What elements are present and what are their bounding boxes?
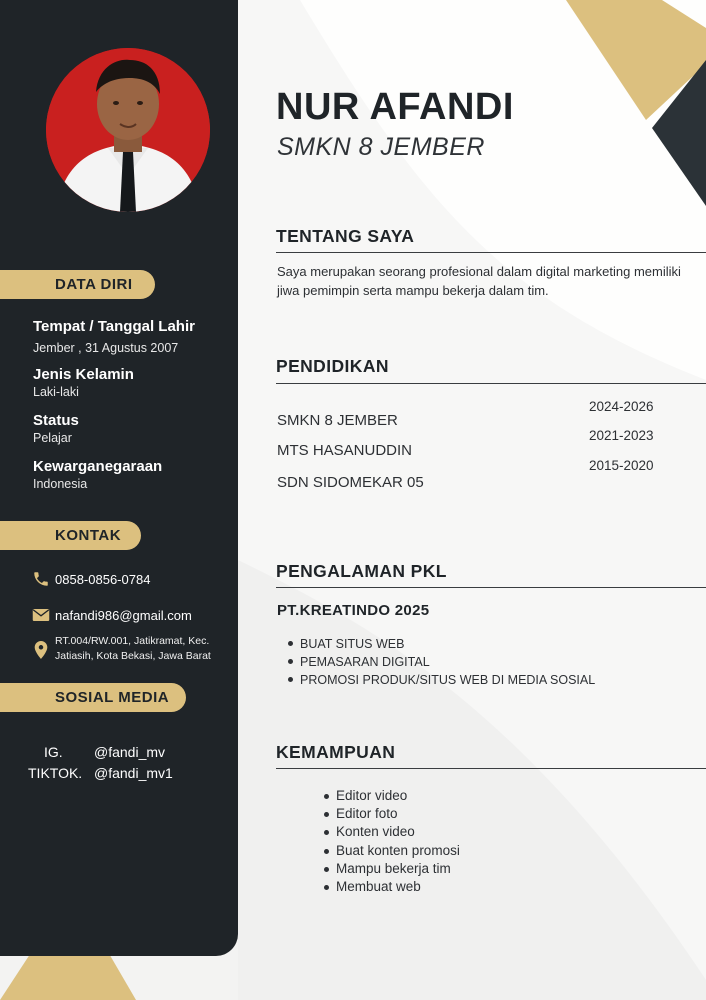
info-value: Laki-laki — [33, 385, 79, 399]
phone-icon — [31, 569, 51, 589]
list-item: Konten video — [324, 823, 460, 841]
contact-phone — [31, 569, 150, 589]
list-item: Editor foto — [324, 805, 460, 823]
social-platform-ig: IG. — [44, 744, 63, 760]
portrait-illustration — [46, 48, 210, 212]
info-value: Pelajar — [33, 431, 72, 445]
school-subtitle: SMKN 8 JEMBER — [277, 133, 485, 161]
education-school: SDN SIDOMEKAR 05 — [277, 474, 424, 491]
email-text: nafandi986@gmail.com — [55, 607, 192, 623]
phone-text: 0858-0856-0784 — [55, 571, 151, 587]
list-item: Buat konten promosi — [324, 842, 460, 860]
info-label: Kewarganegaraan — [33, 458, 163, 475]
list-item: Editor video — [324, 787, 460, 805]
contact-address — [31, 634, 211, 664]
education-school: SMKN 8 JEMBER — [277, 412, 398, 429]
info-birth — [33, 318, 195, 356]
social-title: SOSIAL MEDIA — [55, 689, 170, 706]
location-pin-icon — [31, 640, 51, 660]
experience-title: PENGALAMAN PKL — [276, 561, 447, 581]
list-item: PEMASARAN DIGITAL — [288, 653, 595, 671]
social-platform-tiktok: TIKTOK. — [28, 765, 83, 781]
skills-list — [324, 787, 460, 896]
social-handle-ig: @fandi_mv — [94, 744, 166, 760]
list-item: BUAT SITUS WEB — [288, 635, 595, 653]
contact-email — [31, 605, 192, 625]
sidebar — [0, 0, 238, 956]
social-handle-tiktok: @fandi_mv1 — [94, 765, 173, 781]
list-item: Mampu bekerja tim — [324, 860, 460, 878]
info-label: Status — [33, 412, 79, 429]
about-text: Saya merupakan seorang profesional dalam digital marketing memiliki jiwa pemimpin serta mampu bekerja dalam tim. — [277, 264, 681, 298]
section-divider — [276, 768, 706, 769]
kontak-title: KONTAK — [55, 527, 122, 544]
experience-task-list — [288, 635, 595, 689]
info-nationality — [33, 458, 162, 492]
section-divider — [276, 587, 706, 588]
education-years: 2024-2026 — [589, 399, 654, 414]
info-gender — [33, 366, 134, 400]
data-diri-title: DATA DIRI — [55, 276, 133, 293]
skills-title: KEMAMPUAN — [276, 742, 396, 762]
address-line-2: Jatiasih, Kota Bekasi, Jawa Barat — [55, 650, 211, 662]
section-pill-kontak — [0, 521, 141, 550]
list-item: PROMOSI PRODUK/SITUS WEB DI MEDIA SOSIAL — [288, 671, 595, 689]
address-line-1: RT.004/RW.001, Jatikramat, Kec. — [55, 635, 210, 647]
section-pill-sosial-media — [0, 683, 186, 712]
mail-icon — [31, 605, 51, 625]
section-divider — [276, 383, 706, 384]
section-pill-data-diri — [0, 270, 155, 299]
info-label: Tempat / Tanggal Lahir — [33, 318, 195, 335]
info-value: Jember , 31 Agustus 2007 — [33, 341, 179, 355]
section-divider — [276, 252, 706, 253]
info-status — [33, 412, 79, 446]
education-years: 2015-2020 — [589, 458, 654, 473]
info-value: Indonesia — [33, 477, 88, 491]
address-text — [55, 634, 211, 664]
list-item: Membuat web — [324, 878, 460, 896]
education-years: 2021-2023 — [589, 428, 654, 443]
profile-photo — [46, 48, 210, 212]
education-school: MTS HASANUDDIN — [277, 442, 413, 459]
info-label: Jenis Kelamin — [33, 366, 134, 383]
education-title: PENDIDIKAN — [276, 356, 389, 376]
experience-company: PT.KREATINDO 2025 — [277, 602, 430, 619]
about-title: TENTANG SAYA — [276, 226, 415, 246]
full-name: NUR AFANDI — [276, 86, 514, 128]
